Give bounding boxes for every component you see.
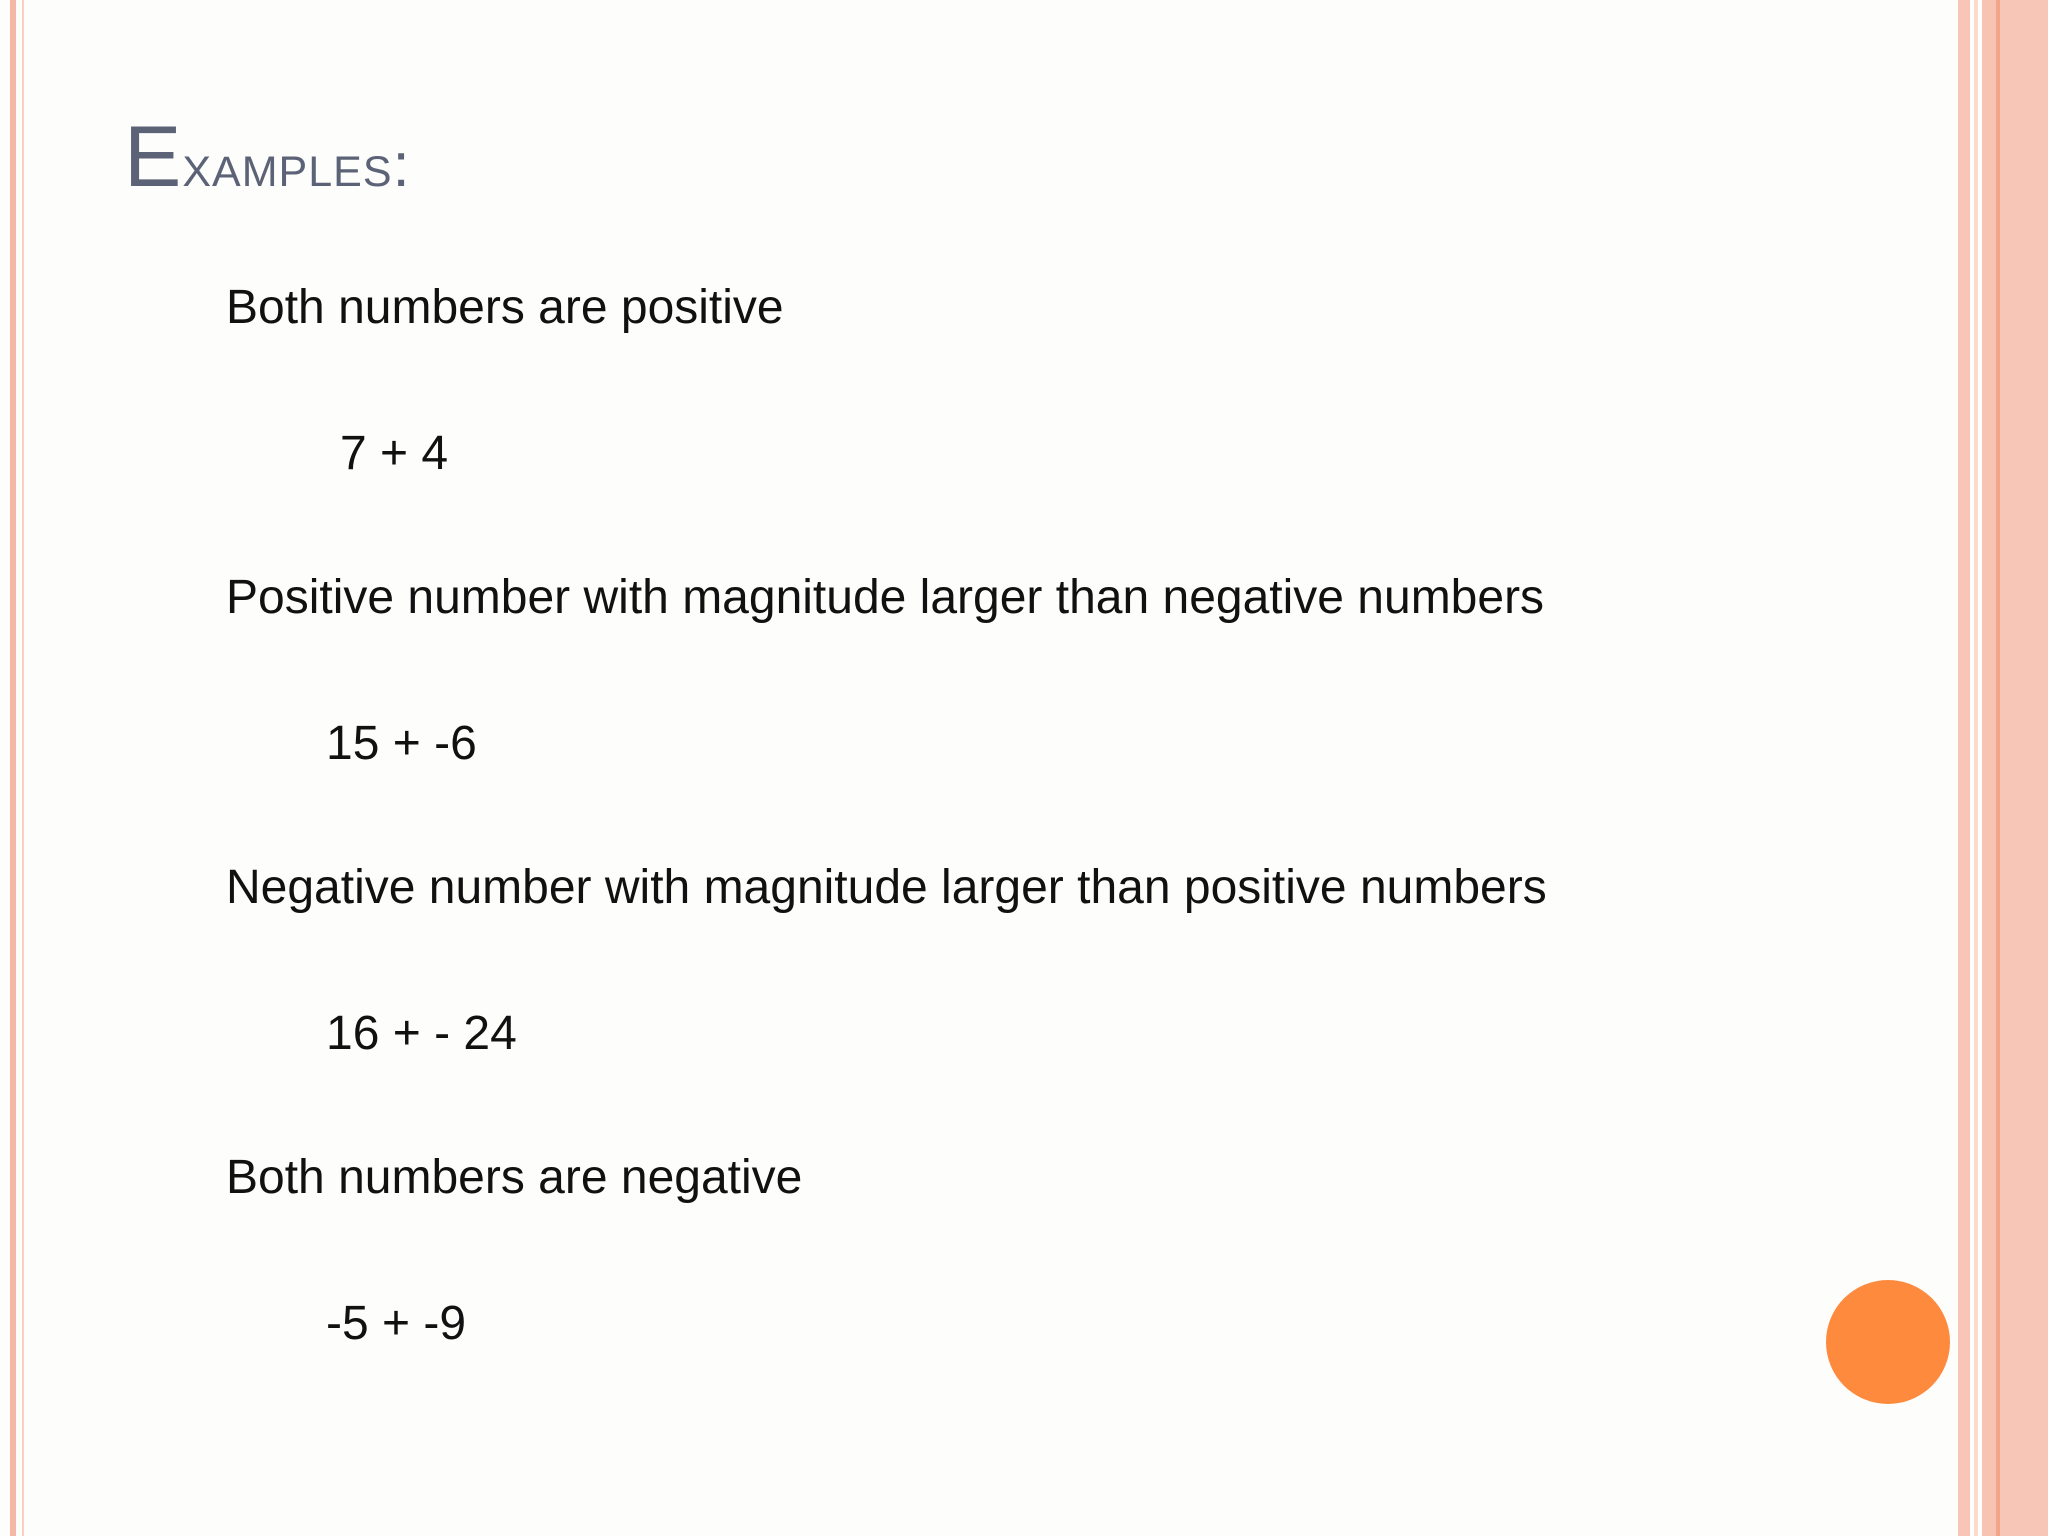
right-border-stripe xyxy=(1974,0,1978,1536)
example-heading-4: Both numbers are negative xyxy=(226,1151,803,1204)
left-border-line xyxy=(10,0,16,1536)
right-border-stripe xyxy=(1958,0,1970,1536)
example-expression-4: -5 + -9 xyxy=(326,1297,467,1350)
example-expression-2: 15 + -6 xyxy=(326,717,477,770)
slide-title: Examples: xyxy=(124,109,411,205)
right-border-stripe xyxy=(2000,0,2048,1536)
example-heading-2: Positive number with magnitude larger than negative numbers xyxy=(226,571,1545,624)
example-expression-1: 7 + 4 xyxy=(340,427,449,480)
left-border-thin-line xyxy=(22,0,24,1536)
example-expression-3: 16 + - 24 xyxy=(326,1007,517,1060)
example-heading-3: Negative number with magnitude larger than positive numbers xyxy=(226,861,1547,914)
decorative-orange-circle xyxy=(1826,1280,1950,1404)
example-heading-1: Both numbers are positive xyxy=(226,281,784,334)
right-border-stripe xyxy=(1982,0,1996,1536)
